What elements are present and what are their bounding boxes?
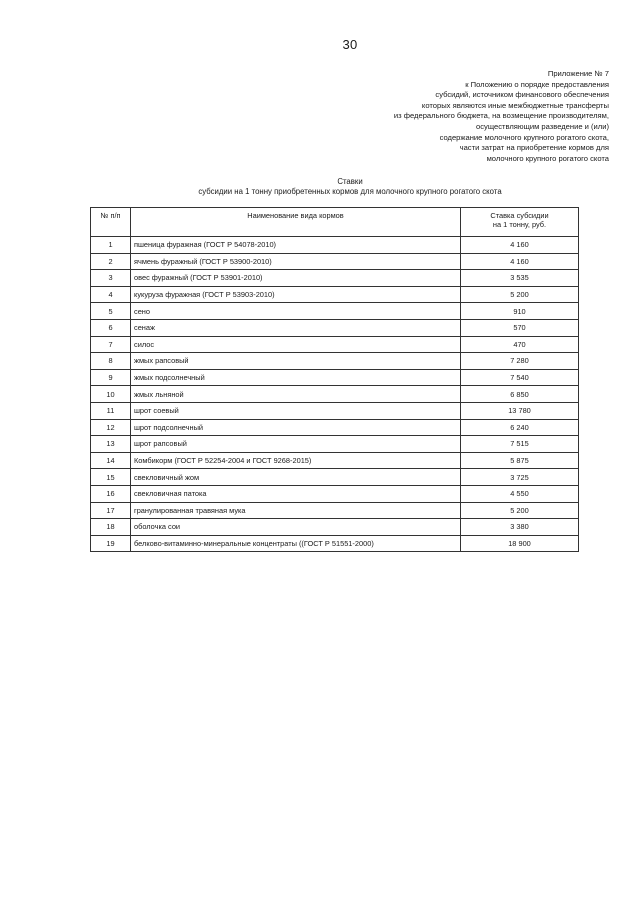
subsidy-rate: 910: [461, 303, 579, 320]
appendix-line: Приложение № 7: [547, 69, 609, 78]
appendix-line: осуществляющим разведение и (или): [476, 121, 609, 131]
feed-type-name: сенаж: [131, 319, 461, 336]
table-row: [91, 369, 579, 386]
table-row: [91, 386, 579, 403]
appendix-line: которых являются иные межбюджетные трансферты: [421, 100, 609, 110]
table-row: [91, 485, 579, 502]
feed-type-name: жмых льняной: [131, 386, 461, 403]
feed-type-name: белково-витаминно-минеральные концентраты ((ГОСТ Р 51551-2000): [131, 535, 461, 552]
row-number: 6: [91, 319, 131, 336]
document-title: [0, 177, 640, 198]
subsidy-rate: 7 515: [461, 436, 579, 453]
row-number: 8: [91, 353, 131, 370]
feed-type-name: шрот соевый: [131, 402, 461, 419]
row-number: 4: [91, 286, 131, 303]
appendix-line: субсидий, источником финансового обеспечения: [435, 90, 609, 100]
header-rate-line-2: на 1 тонну, руб.: [492, 220, 547, 230]
table-row: [91, 419, 579, 436]
row-number: 11: [91, 402, 131, 419]
feed-type-name: оболочка сои: [131, 519, 461, 536]
table-row: [91, 319, 579, 336]
subsidy-rate: 5 200: [461, 286, 579, 303]
row-number: 1: [91, 237, 131, 254]
row-number: 14: [91, 452, 131, 469]
table-body: [91, 237, 579, 552]
table-row: [91, 336, 579, 353]
subsidy-rate: 7 280: [461, 353, 579, 370]
row-number: 5: [91, 303, 131, 320]
header-num: № п/п: [91, 208, 131, 237]
table-row: [91, 402, 579, 419]
table-row: [91, 519, 579, 536]
row-number: 7: [91, 336, 131, 353]
table-row: [91, 353, 579, 370]
table-row: [91, 303, 579, 320]
subsidy-rate: 470: [461, 336, 579, 353]
feed-type-name: жмых подсолнечный: [131, 369, 461, 386]
row-number: 19: [91, 535, 131, 552]
row-number: 12: [91, 419, 131, 436]
feed-type-name: шрот подсолнечный: [131, 419, 461, 436]
subsidy-rate: 6 850: [461, 386, 579, 403]
row-number: 2: [91, 253, 131, 270]
feed-type-name: свекловичная патока: [131, 485, 461, 502]
row-number: 16: [91, 485, 131, 502]
title-line-1: Ставки: [337, 177, 363, 186]
row-number: 15: [91, 469, 131, 486]
appendix-line: молочного крупного рогатого скота: [486, 153, 609, 163]
appendix-line: к Положению о порядке предоставления: [465, 79, 609, 89]
table-row: [91, 253, 579, 270]
feed-type-name: овес фуражный (ГОСТ Р 53901-2010): [131, 270, 461, 287]
table-row: [91, 452, 579, 469]
subsidy-rate: 3 380: [461, 519, 579, 536]
page-number: 30: [342, 37, 358, 52]
row-number: 18: [91, 519, 131, 536]
subsidy-rate: 7 540: [461, 369, 579, 386]
feed-type-name: свекловичный жом: [131, 469, 461, 486]
table-row: [91, 270, 579, 287]
feed-type-name: кукуруза фуражная (ГОСТ Р 53903-2010): [131, 286, 461, 303]
subsidy-rate: 5 200: [461, 502, 579, 519]
title-line-2: субсидии на 1 тонну приобретенных кормов для молочного крупного рогатого скота: [198, 187, 502, 197]
row-number: 17: [91, 502, 131, 519]
table-header-row: [91, 208, 579, 237]
subsidy-rate: 18 900: [461, 535, 579, 552]
row-number: 13: [91, 436, 131, 453]
table-row: [91, 436, 579, 453]
table-row: [91, 237, 579, 254]
feed-type-name: силос: [131, 336, 461, 353]
table-row: [91, 535, 579, 552]
table-row: [91, 286, 579, 303]
subsidy-rate: 570: [461, 319, 579, 336]
row-number: 9: [91, 369, 131, 386]
appendix-line: из федерального бюджета, на возмещение производителям,: [393, 111, 609, 121]
feed-type-name: ячмень фуражный (ГОСТ Р 53900-2010): [131, 253, 461, 270]
appendix-line: части затрат на приобретение кормов для: [459, 143, 609, 153]
subsidy-rate: 4 160: [461, 253, 579, 270]
subsidy-rate: 13 780: [461, 402, 579, 419]
header-rate-line-1: Ставка субсидии: [490, 211, 549, 220]
subsidy-rate: 5 875: [461, 452, 579, 469]
row-number: 3: [91, 270, 131, 287]
subsidy-rate: 3 535: [461, 270, 579, 287]
feed-type-name: жмых рапсовый: [131, 353, 461, 370]
feed-type-name: шрот рапсовый: [131, 436, 461, 453]
feed-type-name: пшеница фуражная (ГОСТ Р 54078-2010): [131, 237, 461, 254]
feed-type-name: гранулированная травяная мука: [131, 502, 461, 519]
subsidy-rates-table: [90, 207, 579, 552]
feed-type-name: Комбикорм (ГОСТ Р 52254-2004 и ГОСТ 9268-2015): [131, 452, 461, 469]
subsidy-rate: 6 240: [461, 419, 579, 436]
subsidy-rate: 4 550: [461, 485, 579, 502]
subsidy-rate: 3 725: [461, 469, 579, 486]
table-row: [91, 469, 579, 486]
row-number: 10: [91, 386, 131, 403]
feed-type-name: сено: [131, 303, 461, 320]
appendix-header: [309, 69, 609, 164]
header-rate: [461, 208, 579, 237]
table-row: [91, 502, 579, 519]
appendix-line: содержание молочного крупного рогатого скота,: [439, 132, 609, 142]
header-name: Наименование вида кормов: [131, 208, 461, 237]
subsidy-rate: 4 160: [461, 237, 579, 254]
